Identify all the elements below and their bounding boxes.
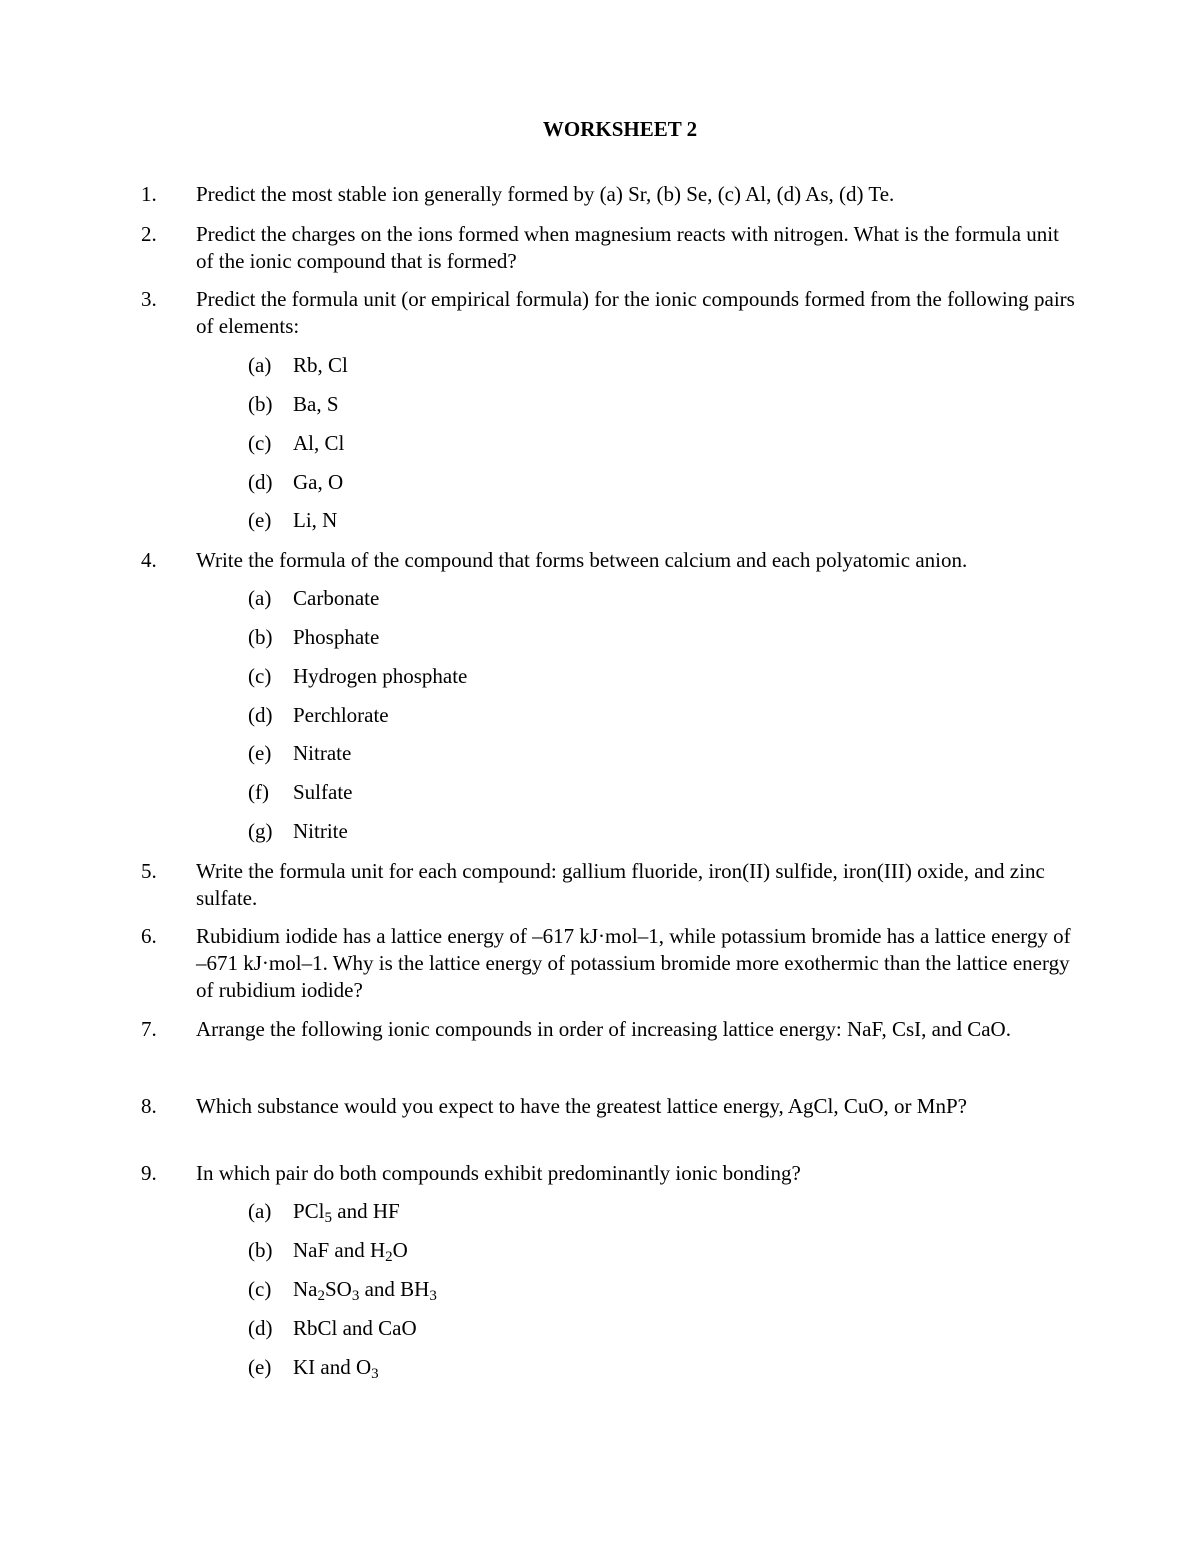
question-text: Which substance would you expect to have the greatest lattice energy, AgCl, CuO, or MnP?: [196, 1094, 967, 1118]
formula-part: PCl: [293, 1199, 325, 1223]
option-label: (b): [248, 1238, 273, 1262]
question-text: Predict the most stable ion generally formed by (a) Sr, (b) Se, (c) Al, (d) As, (d) Te.: [196, 182, 895, 206]
option-text: Nitrate: [293, 741, 352, 765]
formula-part: KI and O: [293, 1355, 372, 1379]
option-text: Ba, S: [293, 392, 339, 416]
option-label: (c): [248, 431, 272, 455]
option-text: Phosphate: [293, 625, 380, 649]
question-text: Predict the charges on the ions formed when magnesium reacts with nitrogen. What is the formula unit of the ionic compound that is formed?: [196, 222, 1059, 273]
formula-subscript: 3: [429, 1288, 437, 1304]
formula-subscript: 3: [371, 1366, 379, 1382]
formula-part: O: [392, 1238, 408, 1262]
option-label: (d): [248, 703, 273, 727]
question-number: 5.: [141, 859, 157, 883]
page-title: WORKSHEET 2: [542, 117, 698, 141]
formula-subscript: 2: [317, 1288, 325, 1304]
option-label: (b): [248, 392, 273, 416]
formula-part: Na: [293, 1277, 318, 1301]
question-number: 4.: [141, 548, 157, 572]
question-text: Rubidium iodide has a lattice energy of –617 kJ·mol–1, while potassium bromide has a lattice energy of –671 kJ·mol–1. Why is the lattice energy of potassium bromide more exothermic than the lattice energy of rubidium iodide?: [196, 924, 1071, 1002]
question-text: Write the formula of the compound that forms between calcium and each polyatomic anion.: [196, 548, 968, 572]
option-text: Perchlorate: [293, 703, 389, 727]
option-text: [293, 1354, 379, 1381]
formula-subscript: 2: [385, 1249, 393, 1265]
option-label: (a): [248, 1199, 272, 1223]
option-text: Carbonate: [293, 586, 380, 610]
option-label: (c): [248, 1277, 272, 1301]
question-number: 2.: [141, 222, 157, 246]
option-text: Sulfate: [293, 780, 353, 804]
option-text: [293, 1237, 408, 1264]
formula-subscript: 5: [324, 1210, 333, 1226]
option-text: Hydrogen phosphate: [293, 664, 468, 688]
question-text: Write the formula unit for each compound: gallium fluoride, iron(II) sulfide, iron(III) oxide, and zinc sulfate.: [196, 859, 1045, 910]
option-label: (g): [248, 819, 273, 843]
option-label: (e): [248, 741, 272, 765]
option-label: (f): [248, 780, 269, 804]
question-number: 9.: [141, 1161, 157, 1185]
question-number: 3.: [141, 287, 157, 311]
option-label: (a): [248, 353, 272, 377]
option-label: (e): [248, 1355, 272, 1379]
option-label: (a): [248, 586, 272, 610]
question-number: 7.: [141, 1017, 157, 1041]
option-text: Rb, Cl: [293, 353, 348, 377]
question-text: Arrange the following ionic compounds in order of increasing lattice energy: NaF, CsI, and CaO.: [196, 1017, 1011, 1041]
option-text: [293, 1198, 400, 1225]
question-text: In which pair do both compounds exhibit predominantly ionic bonding?: [196, 1161, 801, 1185]
option-text: Ga, O: [293, 470, 344, 494]
formula-part: RbCl and CaO: [293, 1316, 417, 1340]
question-number: 1.: [141, 182, 157, 206]
option-label: (b): [248, 625, 273, 649]
formula-subscript: 3: [351, 1288, 360, 1304]
formula-part: and BH: [359, 1277, 430, 1301]
option-label: (d): [248, 470, 273, 494]
question-text: Predict the formula unit (or empirical formula) for the ionic compounds formed from the following pairs of elements:: [196, 287, 1075, 338]
question-number: 8.: [141, 1094, 157, 1118]
option-text: Li, N: [293, 508, 338, 532]
option-text: Nitrite: [293, 819, 348, 843]
option-label: (c): [248, 664, 272, 688]
option-text: [293, 1276, 437, 1303]
option-label: (d): [248, 1316, 273, 1340]
option-text: Al, Cl: [293, 431, 345, 455]
question-number: 6.: [141, 924, 157, 948]
option-text: [293, 1315, 417, 1342]
formula-part: NaF and H: [293, 1238, 386, 1262]
option-label: (e): [248, 508, 272, 532]
formula-part: SO: [325, 1277, 352, 1301]
formula-part: and HF: [332, 1199, 400, 1223]
